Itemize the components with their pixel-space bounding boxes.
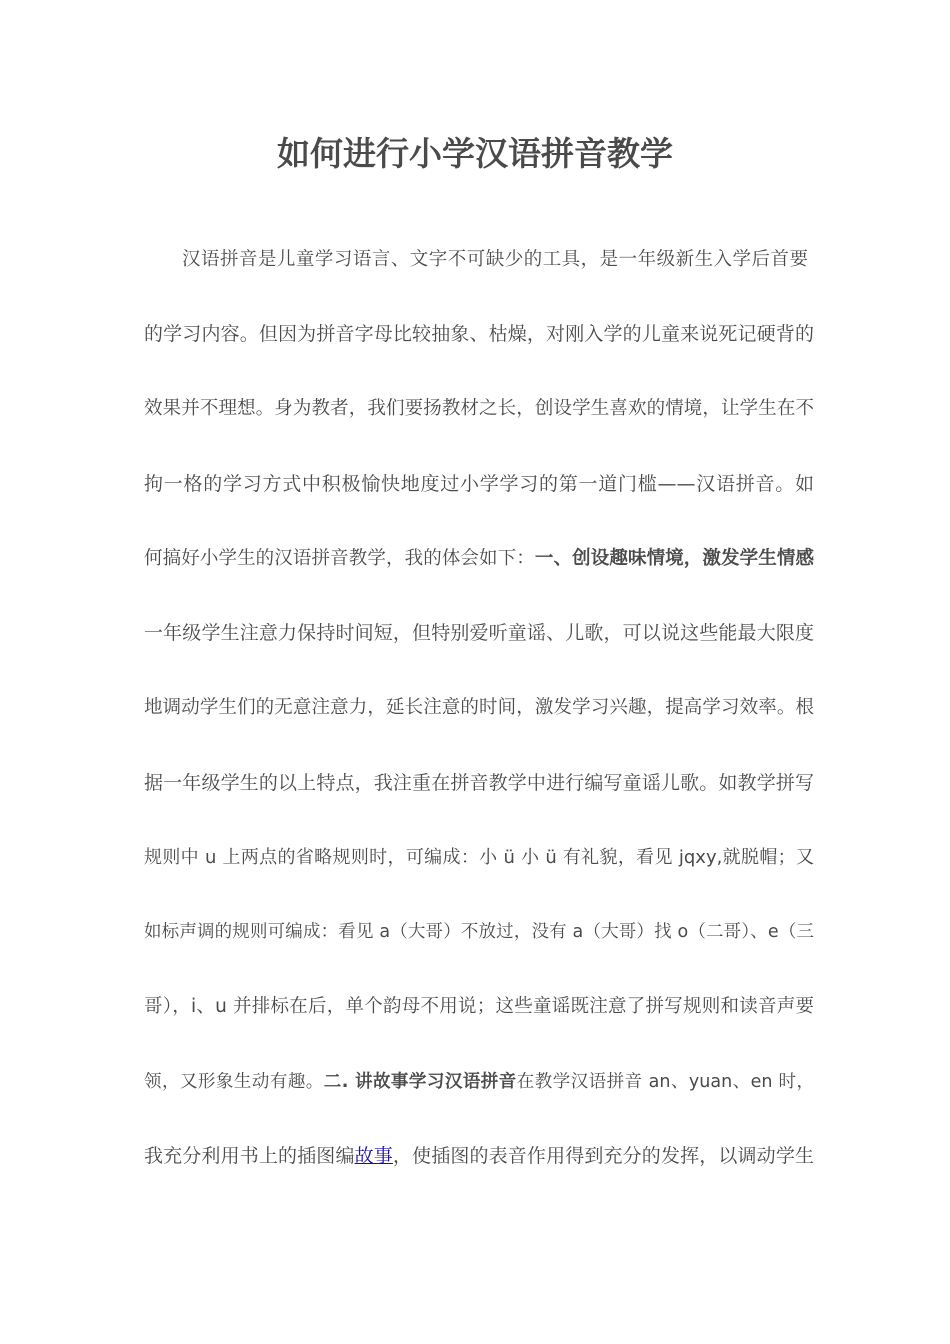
line-text-after: 在教学汉语拼音 an、yuan、en 时， [516, 1072, 815, 1092]
story-link[interactable]: 故事 [354, 1145, 393, 1167]
line-text: 规则中 u 上两点的省略规则时，可编成：小 ü 小 ü 有礼貌，看见 jqxy,就脱帽；又 [144, 847, 814, 868]
line-text: 如标声调的规则可编成：看见 a（大哥）不放过，没有 a（大哥）找 o（二哥）、e（三 [144, 922, 814, 942]
line-text: 哥），i、u 并排标在后，单个韵母不用说；这些童谣既注意了拼写规则和读音声要 [144, 996, 814, 1017]
paragraph-line-6 [144, 618, 814, 648]
line-text: 何搞好小学生的汉语拼音教学，我的体会如下： [144, 548, 535, 569]
section-heading-1: 一、创设趣味情境，激发学生情感 [534, 548, 814, 569]
paragraph-line-4 [144, 469, 814, 499]
line-text: 一年级学生注意力保持时间短，但特别爱听童谣、儿歌，可以说这些能最大限度 [144, 622, 814, 644]
paragraph-line-10 [144, 917, 814, 947]
paragraph-line-7 [144, 693, 814, 723]
line-text: 的学习内容。但因为拼音字母比较抽象、枯燥，对刚入学的儿童来说死记硬背的 [144, 323, 814, 345]
line-text: 效果并不理想。身为教者，我们要扬教材之长，创设学生喜欢的情境，让学生在不 [144, 398, 814, 419]
section-heading-2: 二. 讲故事学习汉语拼音 [323, 1072, 517, 1092]
paragraph-line-2 [144, 319, 814, 349]
line-text: 据一年级学生的以上特点，我注重在拼音教学中进行编写童谣儿歌。如教学拼写 [144, 772, 814, 794]
line-text-after: ，使插图的表音作用得到充分的发挥，以调动学生 [392, 1145, 814, 1167]
document-title: 如何进行小学汉语拼音教学 [277, 134, 673, 173]
paragraph-line-8 [144, 768, 814, 798]
paragraph-line-12 [144, 1067, 814, 1097]
line-text: 领，又形象生动有趣。 [144, 1072, 324, 1092]
line-text: 汉语拼音是儿童学习语言、文字不可缺少的工具，是一年级新生入学后首要 [182, 249, 808, 270]
paragraph-line-11 [144, 992, 814, 1022]
paragraph-line-3 [144, 394, 814, 424]
line-text: 我充分利用书上的插图编 [144, 1145, 355, 1167]
paragraph-line-1 [182, 245, 808, 275]
line-text: 拘一格的学习方式中积极愉快地度过小学学习的第一道门槛——汉语拼音。如 [144, 473, 814, 495]
line-text: 地调动学生们的无意注意力，延长注意的时间，激发学习兴趣，提高学习效率。根 [144, 697, 814, 718]
paragraph-line-5 [144, 544, 814, 574]
paragraph-line-9 [144, 843, 814, 873]
paragraph-line-13 [144, 1141, 814, 1171]
